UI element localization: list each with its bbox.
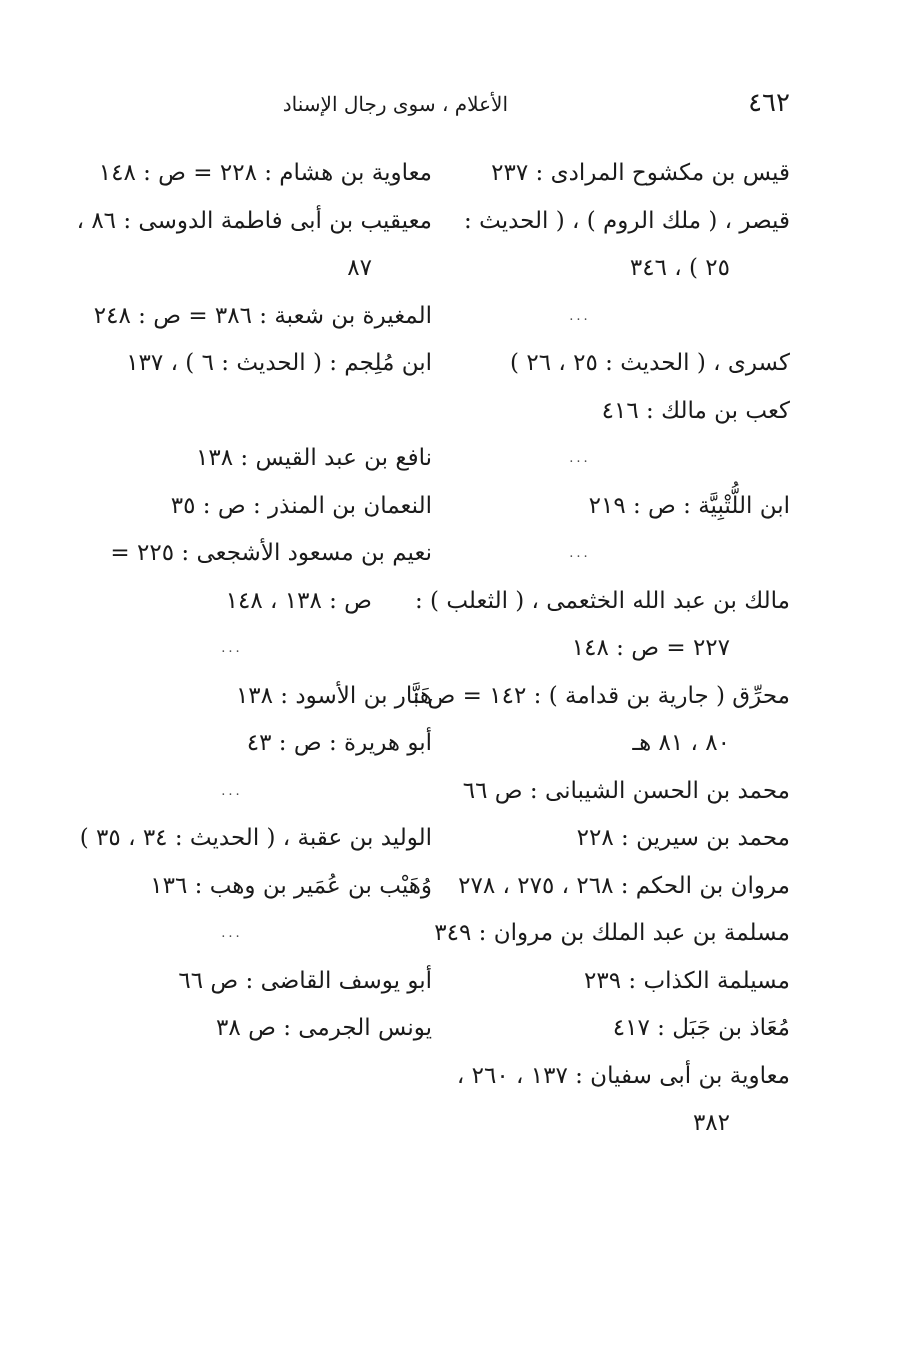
index-entry: معيقيب بن أبى فاطمة الدوسى : ٨٦ ، [76,207,432,234]
index-entry: مالك بن عبد الله الخثعمى ، ( الثعلب ) : [414,587,790,614]
blank-line [72,388,432,436]
index-entry: أبو يوسف القاضى : ص ٦٦ [178,967,432,994]
index-entry: كسرى ، ( الحديث : ٢٥ ، ٢٦ ) [510,350,790,376]
index-column-right [412,150,790,1148]
index-entry-continuation: ٣٨٢ [692,1110,730,1136]
index-column-left [72,150,432,1053]
page-header [140,84,790,124]
index-entry: النعمان بن المنذر : ص : ٣٥ [170,492,432,519]
index-entry: ابن مُلِجم : ( الحديث : ٦ ) ، ١٣٧ [126,350,432,376]
index-entry: محرِّق ( جارية بن قدامة ) : ١٤٢ = ص : [412,682,790,709]
index-entry: مُعَاذ بن جَبَل : ٤١٧ [612,1015,790,1041]
index-entry: مسيلمة الكذاب : ٢٣٩ [584,967,790,994]
index-entry: نافع بن عبد القيس : ١٣٨ [196,445,432,471]
index-entry: محمد بن سيرين : ٢٢٨ [576,825,790,851]
index-entry: يونس الجرمى : ص ٣٨ [216,1015,432,1041]
index-entry: قيصر ، ( ملك الروم ) ، ( الحديث : [464,207,790,234]
section-separator: ... [221,641,243,656]
index-entry: هَبَّار بن الأسود : ١٣٨ [235,682,432,709]
index-entry: كعب بن مالك : ٤١٦ [601,397,790,424]
index-entry: وُهَيْب بن عُمَير بن وهب : ١٣٦ [150,872,432,899]
section-separator: ... [569,546,591,561]
index-entry: قيس بن مكشوح المرادى : ٢٣٧ [491,160,790,186]
index-entry: معاوية بن هشام : ٢٢٨ = ص : ١٤٨ [98,160,432,186]
index-entry-continuation: ٢٢٧ = ص : ١٤٨ [571,635,730,661]
index-entry: مروان بن الحكم : ٢٦٨ ، ٢٧٥ ، ٢٧٨ [458,872,790,899]
index-entry: ابن اللُّتْبِيَّة : ص : ٢١٩ [588,492,790,519]
index-entry: معاوية بن أبى سفيان : ١٣٧ ، ٢٦٠ ، [456,1062,790,1089]
index-entry: أبو هريرة : ص : ٤٣ [246,730,432,756]
index-entry-continuation: ٨٠ ، ٨١ هـ [632,730,730,756]
index-entry: مسلمة بن عبد الملك بن مروان : ٣٤٩ [434,920,790,946]
index-entry-continuation: ٢٥ ) ، ٣٤٦ [629,255,730,281]
section-separator: ... [221,926,243,941]
section-separator: ... [221,783,243,799]
index-entry: محمد بن الحسن الشيبانى : ص ٦٦ [462,777,790,804]
section-separator: ... [569,308,591,324]
running-title: الأعلام ، سوى رجال الإسناد [282,92,508,116]
index-entry: نعيم بن مسعود الأشجعى : ٢٢٥ = [110,540,432,566]
page-number: ٤٦٢ [748,88,790,118]
index-entry: الوليد بن عقبة ، ( الحديث : ٣٤ ، ٣٥ ) [79,825,432,851]
index-entry: المغيرة بن شعبة : ٣٨٦ = ص : ٢٤٨ [93,302,432,329]
section-separator: ... [569,451,591,466]
index-entry-continuation: ص : ١٣٨ ، ١٤٨ [225,587,372,614]
index-entry-continuation: ٨٧ [347,255,372,281]
